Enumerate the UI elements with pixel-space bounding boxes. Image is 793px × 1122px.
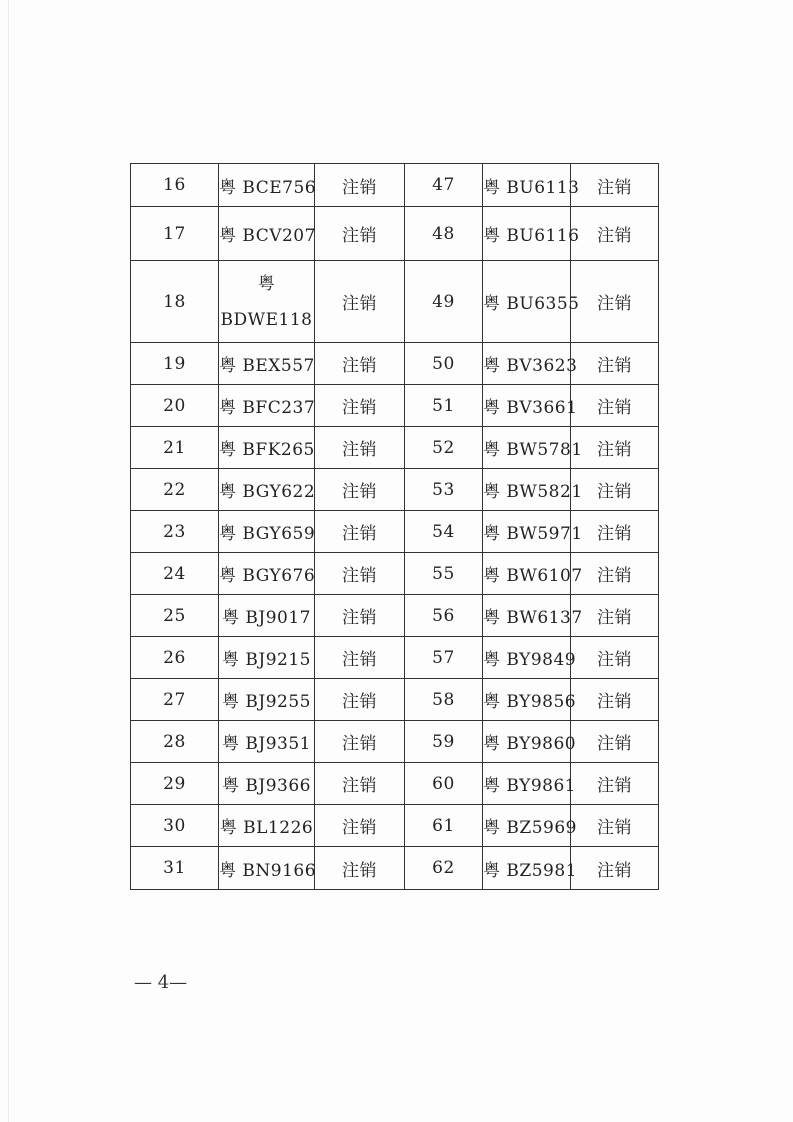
plate-number: 粤 BJ9351 (219, 721, 315, 763)
row-number: 21 (131, 427, 219, 469)
table-row (131, 207, 659, 261)
status-text: 注销 (571, 427, 659, 469)
plate-number: 粤 BL1226 (219, 805, 315, 847)
status-text: 注销 (571, 511, 659, 553)
plate-number: 粤 BW5971 (483, 511, 571, 553)
row-number: 60 (405, 763, 483, 805)
status-text: 注销 (315, 427, 405, 469)
status-text: 注销 (571, 721, 659, 763)
row-number: 27 (131, 679, 219, 721)
plate-number: 粤 BGY659 (219, 511, 315, 553)
table-row (131, 805, 659, 847)
plate-number: 粤 BY9849 (483, 637, 571, 679)
table-row (131, 164, 659, 207)
status-text: 注销 (571, 469, 659, 511)
row-number: 20 (131, 385, 219, 427)
row-number: 28 (131, 721, 219, 763)
row-number: 50 (405, 343, 483, 385)
plate-number: 粤 BJ9255 (219, 679, 315, 721)
row-number: 55 (405, 553, 483, 595)
status-text: 注销 (571, 553, 659, 595)
plate-number: 粤 BFC237 (219, 385, 315, 427)
status-text: 注销 (315, 805, 405, 847)
status-text: 注销 (315, 511, 405, 553)
plate-number: 粤 BU6355 (483, 261, 571, 343)
status-text: 注销 (571, 343, 659, 385)
plate-number: 粤 BV3623 (483, 343, 571, 385)
status-text: 注销 (315, 553, 405, 595)
status-text: 注销 (571, 847, 659, 890)
plate-number: 粤 BU6113 (483, 164, 571, 207)
row-number: 26 (131, 637, 219, 679)
plate-number: 粤 BW6107 (483, 553, 571, 595)
table-row (131, 847, 659, 890)
status-text: 注销 (315, 164, 405, 207)
table-row (131, 763, 659, 805)
row-number: 31 (131, 847, 219, 890)
plate-number: 粤 BY9861 (483, 763, 571, 805)
status-text: 注销 (315, 847, 405, 890)
plate-number: 粤 BEX557 (219, 343, 315, 385)
table-row (131, 721, 659, 763)
plate-status-table (130, 163, 659, 890)
table-row (131, 261, 659, 343)
status-text: 注销 (315, 763, 405, 805)
plate-number: 粤 BGY622 (219, 469, 315, 511)
table-row (131, 553, 659, 595)
status-text: 注销 (571, 595, 659, 637)
plate-number: 粤 BCE756 (219, 164, 315, 207)
plate-number: 粤 BFK265 (219, 427, 315, 469)
plate-number: 粤 BY9856 (483, 679, 571, 721)
status-text: 注销 (315, 679, 405, 721)
status-text: 注销 (315, 469, 405, 511)
status-text: 注销 (571, 261, 659, 343)
table-row (131, 595, 659, 637)
row-number: 61 (405, 805, 483, 847)
table-row (131, 637, 659, 679)
page-number: — 4— (134, 972, 188, 993)
status-text: 注销 (315, 637, 405, 679)
table-row (131, 385, 659, 427)
row-number: 48 (405, 207, 483, 261)
row-number: 18 (131, 261, 219, 343)
status-text: 注销 (571, 763, 659, 805)
row-number: 54 (405, 511, 483, 553)
row-number: 24 (131, 553, 219, 595)
plate-number: 粤 BZ5981 (483, 847, 571, 890)
plate-number: 粤 BJ9017 (219, 595, 315, 637)
status-text: 注销 (315, 261, 405, 343)
row-number: 58 (405, 679, 483, 721)
plate-number: 粤 BV3661 (483, 385, 571, 427)
status-text: 注销 (315, 595, 405, 637)
plate-number: 粤 BU6116 (483, 207, 571, 261)
row-number: 30 (131, 805, 219, 847)
scan-crease (8, 0, 9, 1122)
row-number: 52 (405, 427, 483, 469)
status-text: 注销 (315, 721, 405, 763)
status-text: 注销 (571, 637, 659, 679)
status-text: 注销 (571, 805, 659, 847)
row-number: 47 (405, 164, 483, 207)
row-number: 49 (405, 261, 483, 343)
row-number: 22 (131, 469, 219, 511)
plate-number: 粤 BW6137 (483, 595, 571, 637)
row-number: 23 (131, 511, 219, 553)
row-number: 51 (405, 385, 483, 427)
status-text: 注销 (571, 207, 659, 261)
status-text: 注销 (571, 385, 659, 427)
plate-number: 粤 BGY676 (219, 553, 315, 595)
plate-number: 粤 BW5781 (483, 427, 571, 469)
table-row (131, 511, 659, 553)
row-number: 56 (405, 595, 483, 637)
status-text: 注销 (571, 164, 659, 207)
row-number: 16 (131, 164, 219, 207)
status-text: 注销 (315, 207, 405, 261)
row-number: 17 (131, 207, 219, 261)
status-text: 注销 (571, 679, 659, 721)
row-number: 25 (131, 595, 219, 637)
row-number: 29 (131, 763, 219, 805)
table-row (131, 343, 659, 385)
plate-number: 粤 BZ5969 (483, 805, 571, 847)
row-number: 19 (131, 343, 219, 385)
plate-number: 粤 BW5821 (483, 469, 571, 511)
row-number: 53 (405, 469, 483, 511)
table-row (131, 679, 659, 721)
status-text: 注销 (315, 343, 405, 385)
status-text: 注销 (315, 385, 405, 427)
plate-number: 粤 BCV207 (219, 207, 315, 261)
plate-number: 粤 BDWE118 (219, 261, 315, 343)
row-number: 62 (405, 847, 483, 890)
plate-number: 粤 BN9166 (219, 847, 315, 890)
plate-number: 粤 BJ9215 (219, 637, 315, 679)
table-row (131, 427, 659, 469)
plate-number: 粤 BJ9366 (219, 763, 315, 805)
row-number: 59 (405, 721, 483, 763)
plate-number: 粤 BY9860 (483, 721, 571, 763)
row-number: 57 (405, 637, 483, 679)
table-row (131, 469, 659, 511)
